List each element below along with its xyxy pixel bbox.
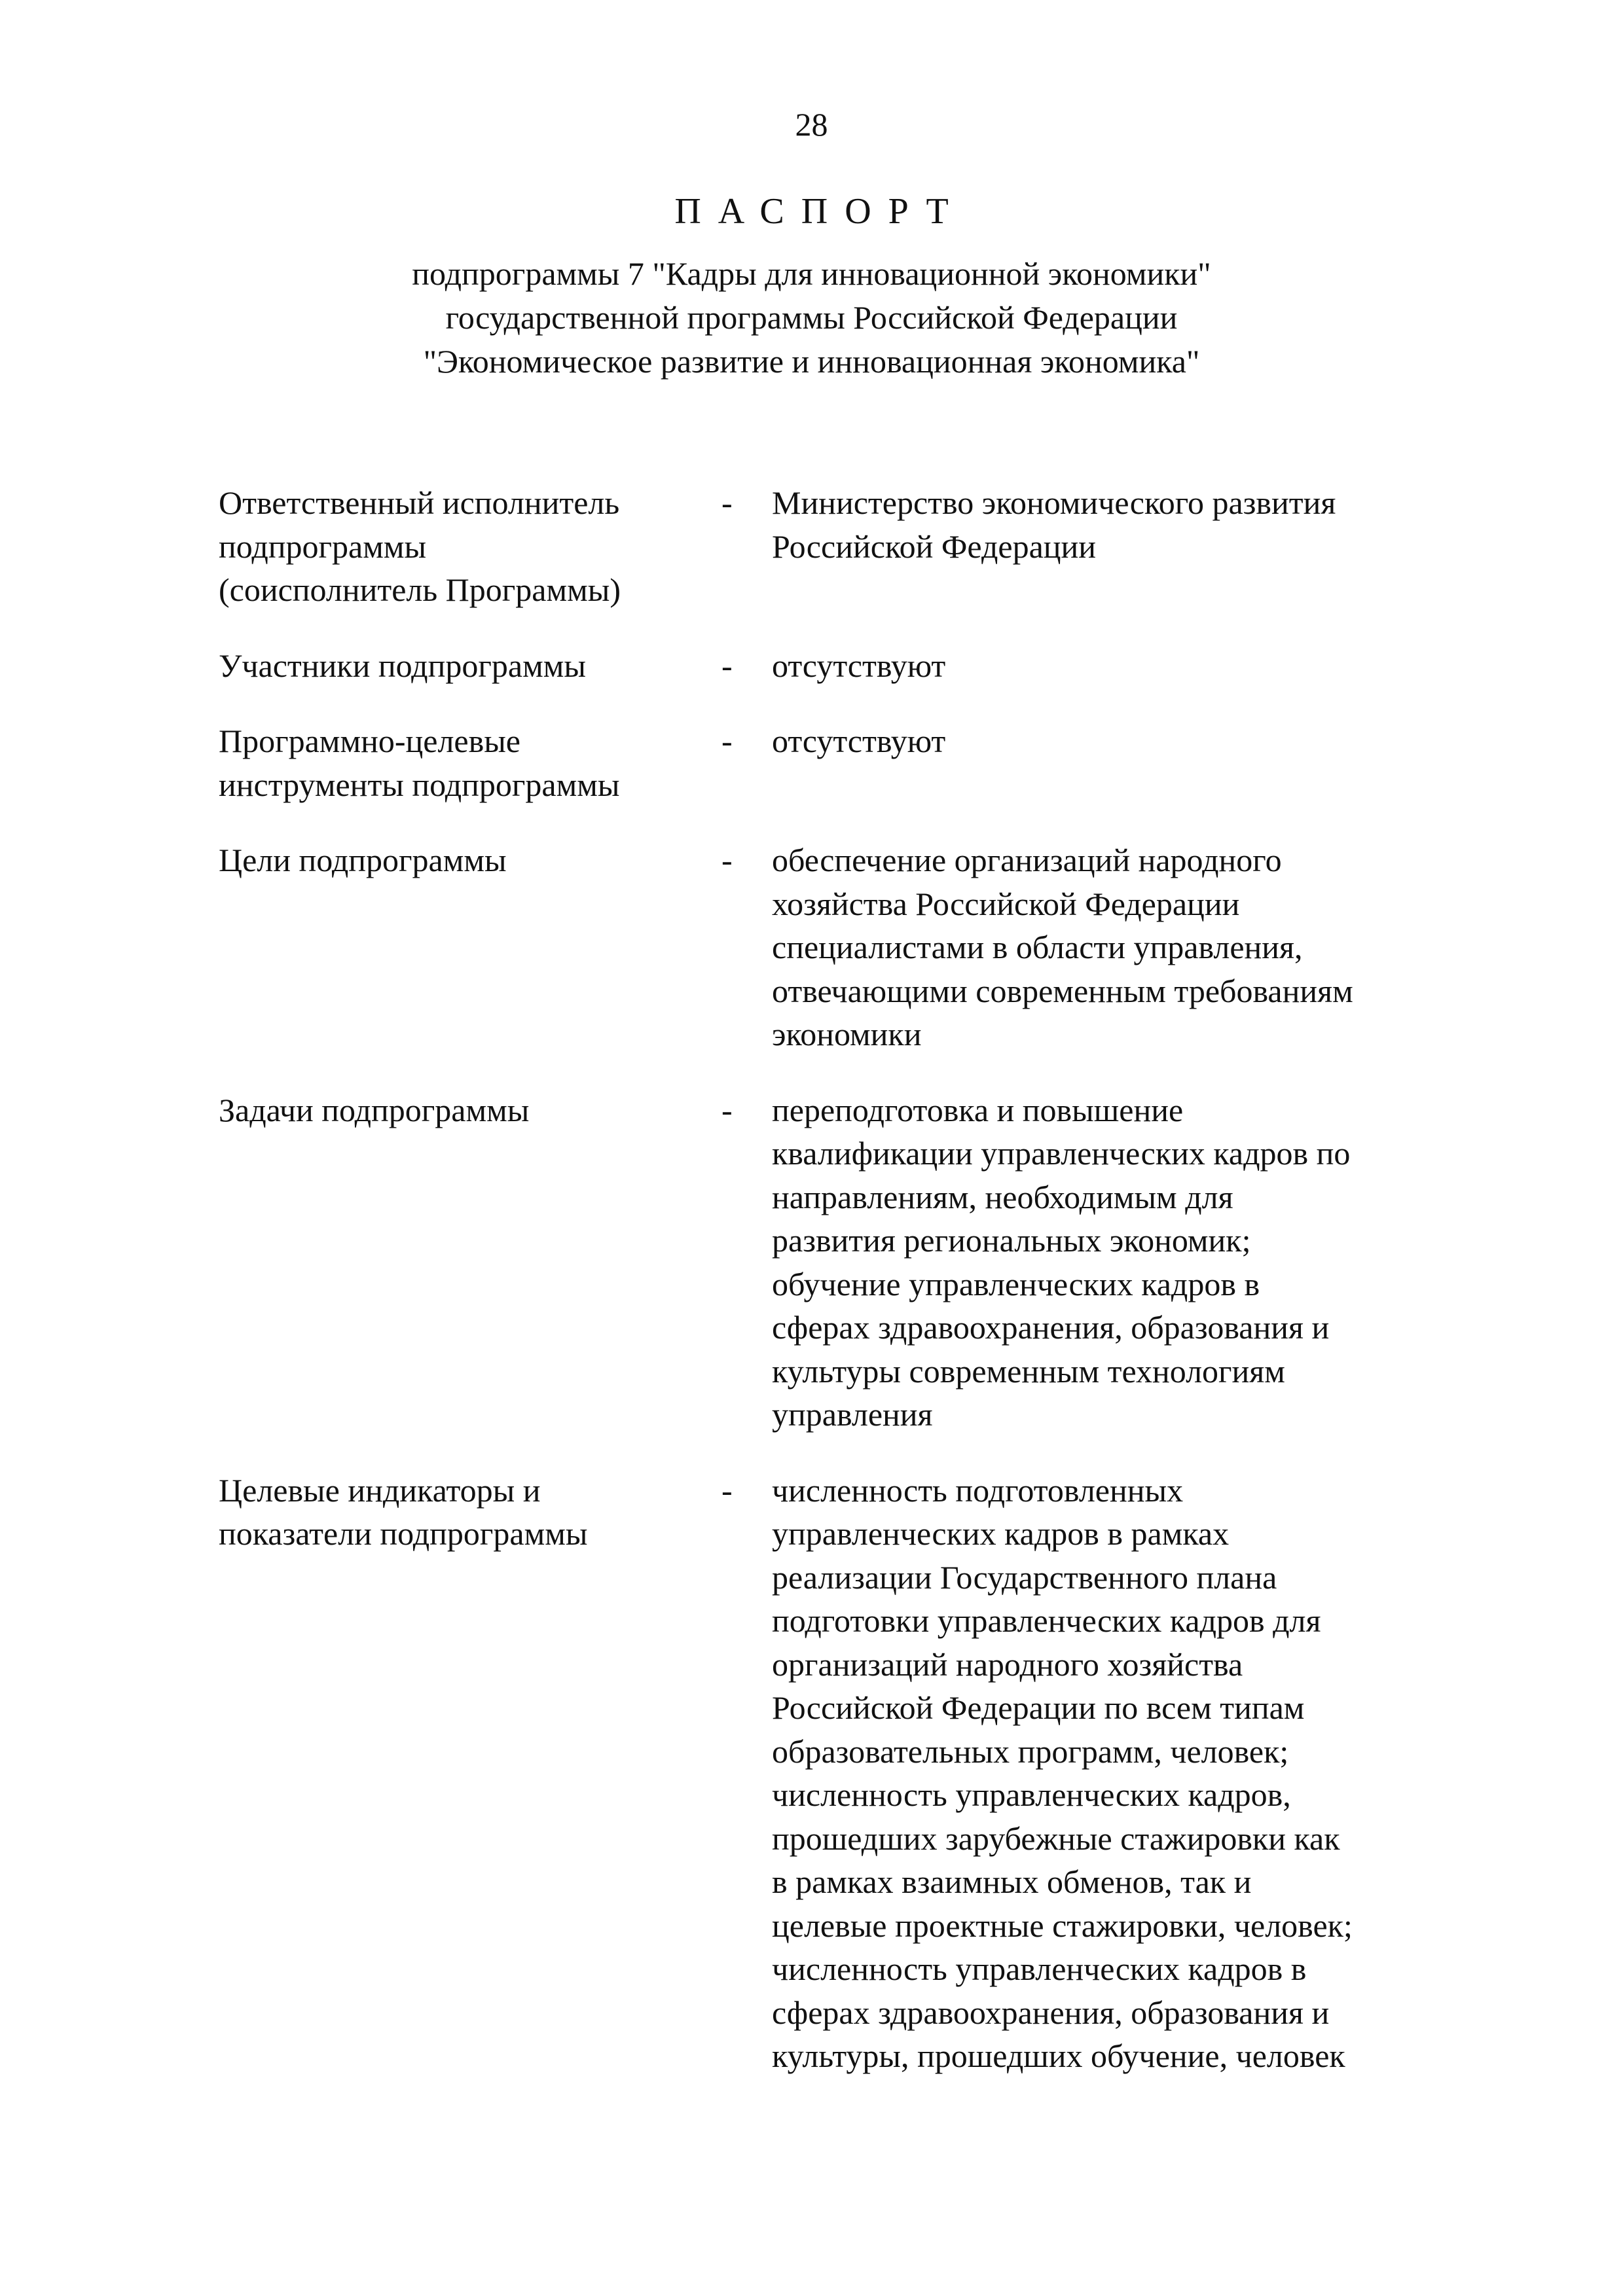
row-value: численность подготовленных управленческих кадров в рамках реализации Государственного плана подготовки управленческих кадров для организаций народного хозяйства Российской Федерации по всем типам образовательных программ, человек; численность управленческих кадров, прошедших зарубежные стажировки как в рамках взаимных обменов, так и целевые проектные стажировки, человек; численность управленческих кадров в сферах здравоохранения, образования и культуры, прошедших обучение, человек — [772, 1471, 1353, 2074]
row-dash: - — [721, 1091, 733, 1128]
row-dash: - — [721, 723, 733, 759]
row-dash: - — [721, 842, 733, 878]
subtitle-line: государственной программы Российской Федерации — [445, 299, 1178, 336]
passport-row-responsible — [219, 481, 1463, 612]
passport-row-goals — [219, 838, 1463, 1056]
row-label: Участники подпрограммы — [219, 647, 586, 684]
passport-row-participants — [219, 644, 1463, 688]
row-value: обеспечение организаций народного хозяйства Российской Федерации специалистами в области управления, отвечающими современным требованиям экономики — [772, 842, 1353, 1052]
row-dash: - — [721, 647, 733, 684]
subtitle-line: подпрограммы 7 "Кадры для инновационной экономики" — [412, 255, 1211, 292]
row-label: Программно-целевые инструменты подпрограммы — [219, 723, 620, 803]
row-dash: - — [721, 484, 733, 521]
row-label: Целевые индикаторы и показатели подпрограммы — [219, 1471, 588, 1552]
row-label: Цели подпрограммы — [219, 842, 507, 878]
row-value: отсутствуют — [772, 723, 946, 759]
document-subtitle — [0, 252, 1623, 384]
row-value: Министерство экономического развития Российской Федерации — [772, 484, 1336, 565]
passport-row-indicators — [219, 1469, 1463, 2078]
subtitle-line: "Экономическое развитие и инновационная экономика" — [423, 343, 1200, 380]
passport-table — [219, 481, 1463, 2110]
passport-row-tasks — [219, 1088, 1463, 1437]
page-number: 28 — [795, 106, 828, 143]
document-title: ПАСПОРТ — [674, 191, 966, 232]
row-dash: - — [721, 1471, 733, 1509]
passport-row-instruments — [219, 719, 1463, 806]
row-value: отсутствуют — [772, 647, 946, 684]
row-value: переподготовка и повышение квалификации управленческих кадров по направлениям, необходимым для развития региональных экономик; обучение управленческих кадров в сферах здравоохранения, образования и культуры современным технологиям управления — [772, 1091, 1351, 1433]
row-label: Ответственный исполнитель подпрограммы (соисполнитель Программы) — [219, 484, 621, 608]
row-label: Задачи подпрограммы — [219, 1091, 530, 1128]
